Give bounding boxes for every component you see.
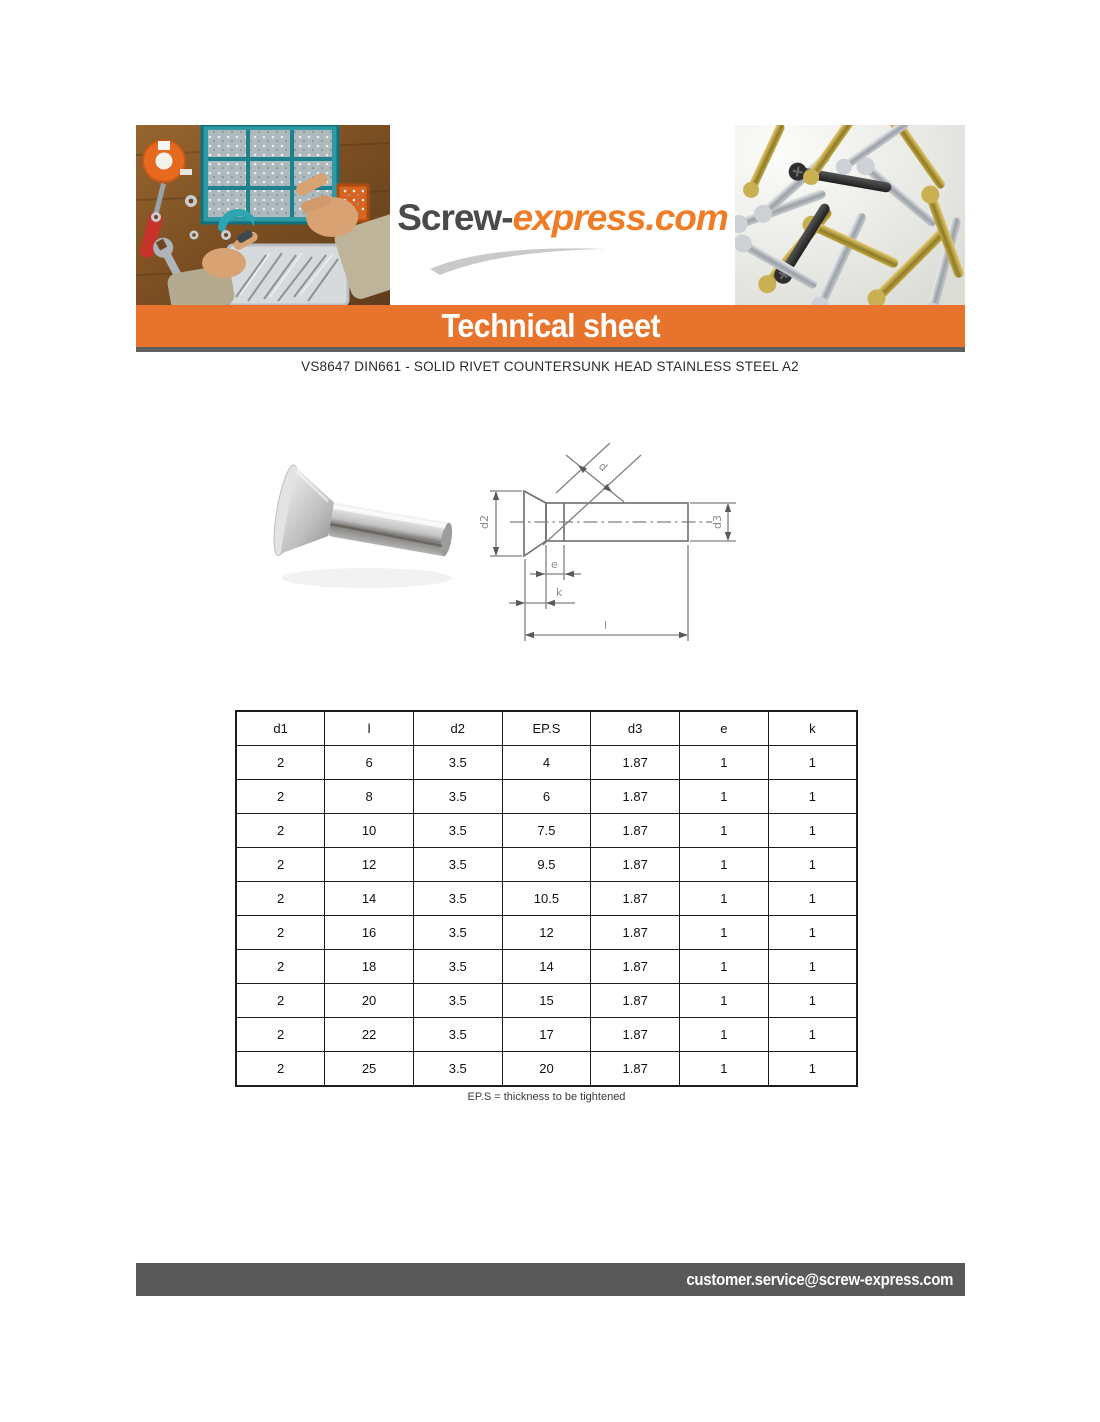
table-cell: 1 <box>680 882 769 916</box>
table-cell: 2 <box>236 916 325 950</box>
dimension-drawing <box>478 433 768 658</box>
dim-d <box>543 443 641 545</box>
table-cell: 1 <box>768 1052 857 1087</box>
table-body <box>236 746 857 1087</box>
label-e: e <box>551 558 558 571</box>
table-cell: 1 <box>680 950 769 984</box>
table-cell: 1 <box>768 746 857 780</box>
table-cell: 20 <box>325 984 414 1018</box>
table-row <box>236 848 857 882</box>
table-header-cell: l <box>325 711 414 746</box>
table-cell: 3.5 <box>413 780 502 814</box>
table-cell: 1.87 <box>591 1018 680 1052</box>
screw-tray <box>228 245 348 305</box>
table-row <box>236 1018 857 1052</box>
table-cell: 7.5 <box>502 814 591 848</box>
table-cell: 10 <box>325 814 414 848</box>
header-banner <box>136 125 965 305</box>
table-cell: 1.87 <box>591 814 680 848</box>
table-cell: 1 <box>680 814 769 848</box>
table-cell: 3.5 <box>413 882 502 916</box>
divider-rule <box>136 347 965 352</box>
table-cell: 3.5 <box>413 1018 502 1052</box>
dimension-arrows <box>493 463 731 639</box>
table-cell: 6 <box>325 746 414 780</box>
table-row <box>236 984 857 1018</box>
table-cell: 14 <box>502 950 591 984</box>
table-header-cell: d2 <box>413 711 502 746</box>
table-cell: 2 <box>236 780 325 814</box>
table-row <box>236 746 857 780</box>
table-cell: 22 <box>325 1018 414 1052</box>
table-row <box>236 916 857 950</box>
table-cell: 1 <box>680 984 769 1018</box>
table-cell: 12 <box>325 848 414 882</box>
table-cell: 2 <box>236 984 325 1018</box>
page-title: Technical sheet <box>441 307 660 344</box>
table-cell: 3.5 <box>413 950 502 984</box>
table-cell: 12 <box>502 916 591 950</box>
table-cell: 1.87 <box>591 984 680 1018</box>
table-cell: 10.5 <box>502 882 591 916</box>
table-header-cell: EP.S <box>502 711 591 746</box>
label-d3: d3 <box>711 515 724 529</box>
table-cell: 2 <box>236 1018 325 1052</box>
label-k: k <box>556 586 563 599</box>
logo-text-screw: Screw- <box>397 197 513 238</box>
table-cell: 3.5 <box>413 984 502 1018</box>
logo <box>390 125 735 305</box>
footer-email: customer.service@screw-express.com <box>686 1270 953 1289</box>
table-cell: 6 <box>502 780 591 814</box>
table-cell: 3.5 <box>413 1052 502 1087</box>
table-cell: 1 <box>680 780 769 814</box>
product-subtitle: VS8647 DIN661 - SOLID RIVET COUNTERSUNK HEAD STAINLESS STEEL A2 <box>301 359 799 374</box>
table-cell: 1 <box>768 984 857 1018</box>
table-cell: 1.87 <box>591 882 680 916</box>
title-bar <box>136 305 965 347</box>
table-cell: 1 <box>768 1018 857 1052</box>
table-cell: 17 <box>502 1018 591 1052</box>
table-cell: 1.87 <box>591 916 680 950</box>
logo-text-express: express.com <box>512 197 728 238</box>
table-cell: 1 <box>768 848 857 882</box>
dim-d2 <box>490 491 522 556</box>
table-cell: 15 <box>502 984 591 1018</box>
table-cell: 4 <box>502 746 591 780</box>
table-cell: 2 <box>236 950 325 984</box>
table-cell: 1 <box>768 780 857 814</box>
workbench-photo <box>136 125 390 305</box>
table-cell: 8 <box>325 780 414 814</box>
table-cell: 1 <box>680 848 769 882</box>
table-cell: 1 <box>680 1018 769 1052</box>
table-cell: 1.87 <box>591 780 680 814</box>
table-cell: 2 <box>236 1052 325 1087</box>
table-header-cell: k <box>768 711 857 746</box>
table-cell: 1.87 <box>591 950 680 984</box>
logo-swoosh-icon <box>428 243 618 277</box>
table-cell: 18 <box>325 950 414 984</box>
table-cell: 1.87 <box>591 1052 680 1087</box>
rivet-shadow <box>282 568 452 588</box>
table-cell: 9.5 <box>502 848 591 882</box>
drawing-rivet-outline <box>524 491 688 556</box>
table-row <box>236 814 857 848</box>
screws-photo <box>735 125 965 305</box>
table-row <box>236 882 857 916</box>
table-row <box>236 1052 857 1087</box>
table-header-cell: d1 <box>236 711 325 746</box>
table-cell: 3.5 <box>413 916 502 950</box>
label-d2: d2 <box>478 515 491 529</box>
table-cell: 2 <box>236 848 325 882</box>
table-cell: 1 <box>768 916 857 950</box>
rivet-shape <box>269 463 459 584</box>
table-cell: 1.87 <box>591 848 680 882</box>
label-d: d <box>595 459 610 474</box>
table-cell: 14 <box>325 882 414 916</box>
table-cell: 25 <box>325 1052 414 1087</box>
table-row <box>236 780 857 814</box>
table-cell: 1 <box>680 746 769 780</box>
spec-table <box>235 710 858 1087</box>
table-cell: 1 <box>680 916 769 950</box>
table-cell: 1.87 <box>591 746 680 780</box>
table-cell: 2 <box>236 882 325 916</box>
table-header-row <box>236 711 857 746</box>
table-cell: 1 <box>768 882 857 916</box>
table-cell: 2 <box>236 814 325 848</box>
table-cell: 20 <box>502 1052 591 1087</box>
table-cell: 3.5 <box>413 814 502 848</box>
footer-bar <box>136 1263 965 1296</box>
table-cell: 16 <box>325 916 414 950</box>
table-row <box>236 950 857 984</box>
table-header-cell: e <box>680 711 769 746</box>
rivet-product-photo <box>262 458 477 613</box>
table-footnote: EP.S = thickness to be tightened <box>467 1091 626 1103</box>
table-cell: 1 <box>680 1052 769 1087</box>
logo-text <box>397 197 728 239</box>
table-header-cell: d3 <box>591 711 680 746</box>
label-l: l <box>604 619 608 632</box>
table-cell: 2 <box>236 746 325 780</box>
table-cell: 3.5 <box>413 746 502 780</box>
table-cell: 1 <box>768 814 857 848</box>
table-cell: 3.5 <box>413 848 502 882</box>
table-cell: 1 <box>768 950 857 984</box>
